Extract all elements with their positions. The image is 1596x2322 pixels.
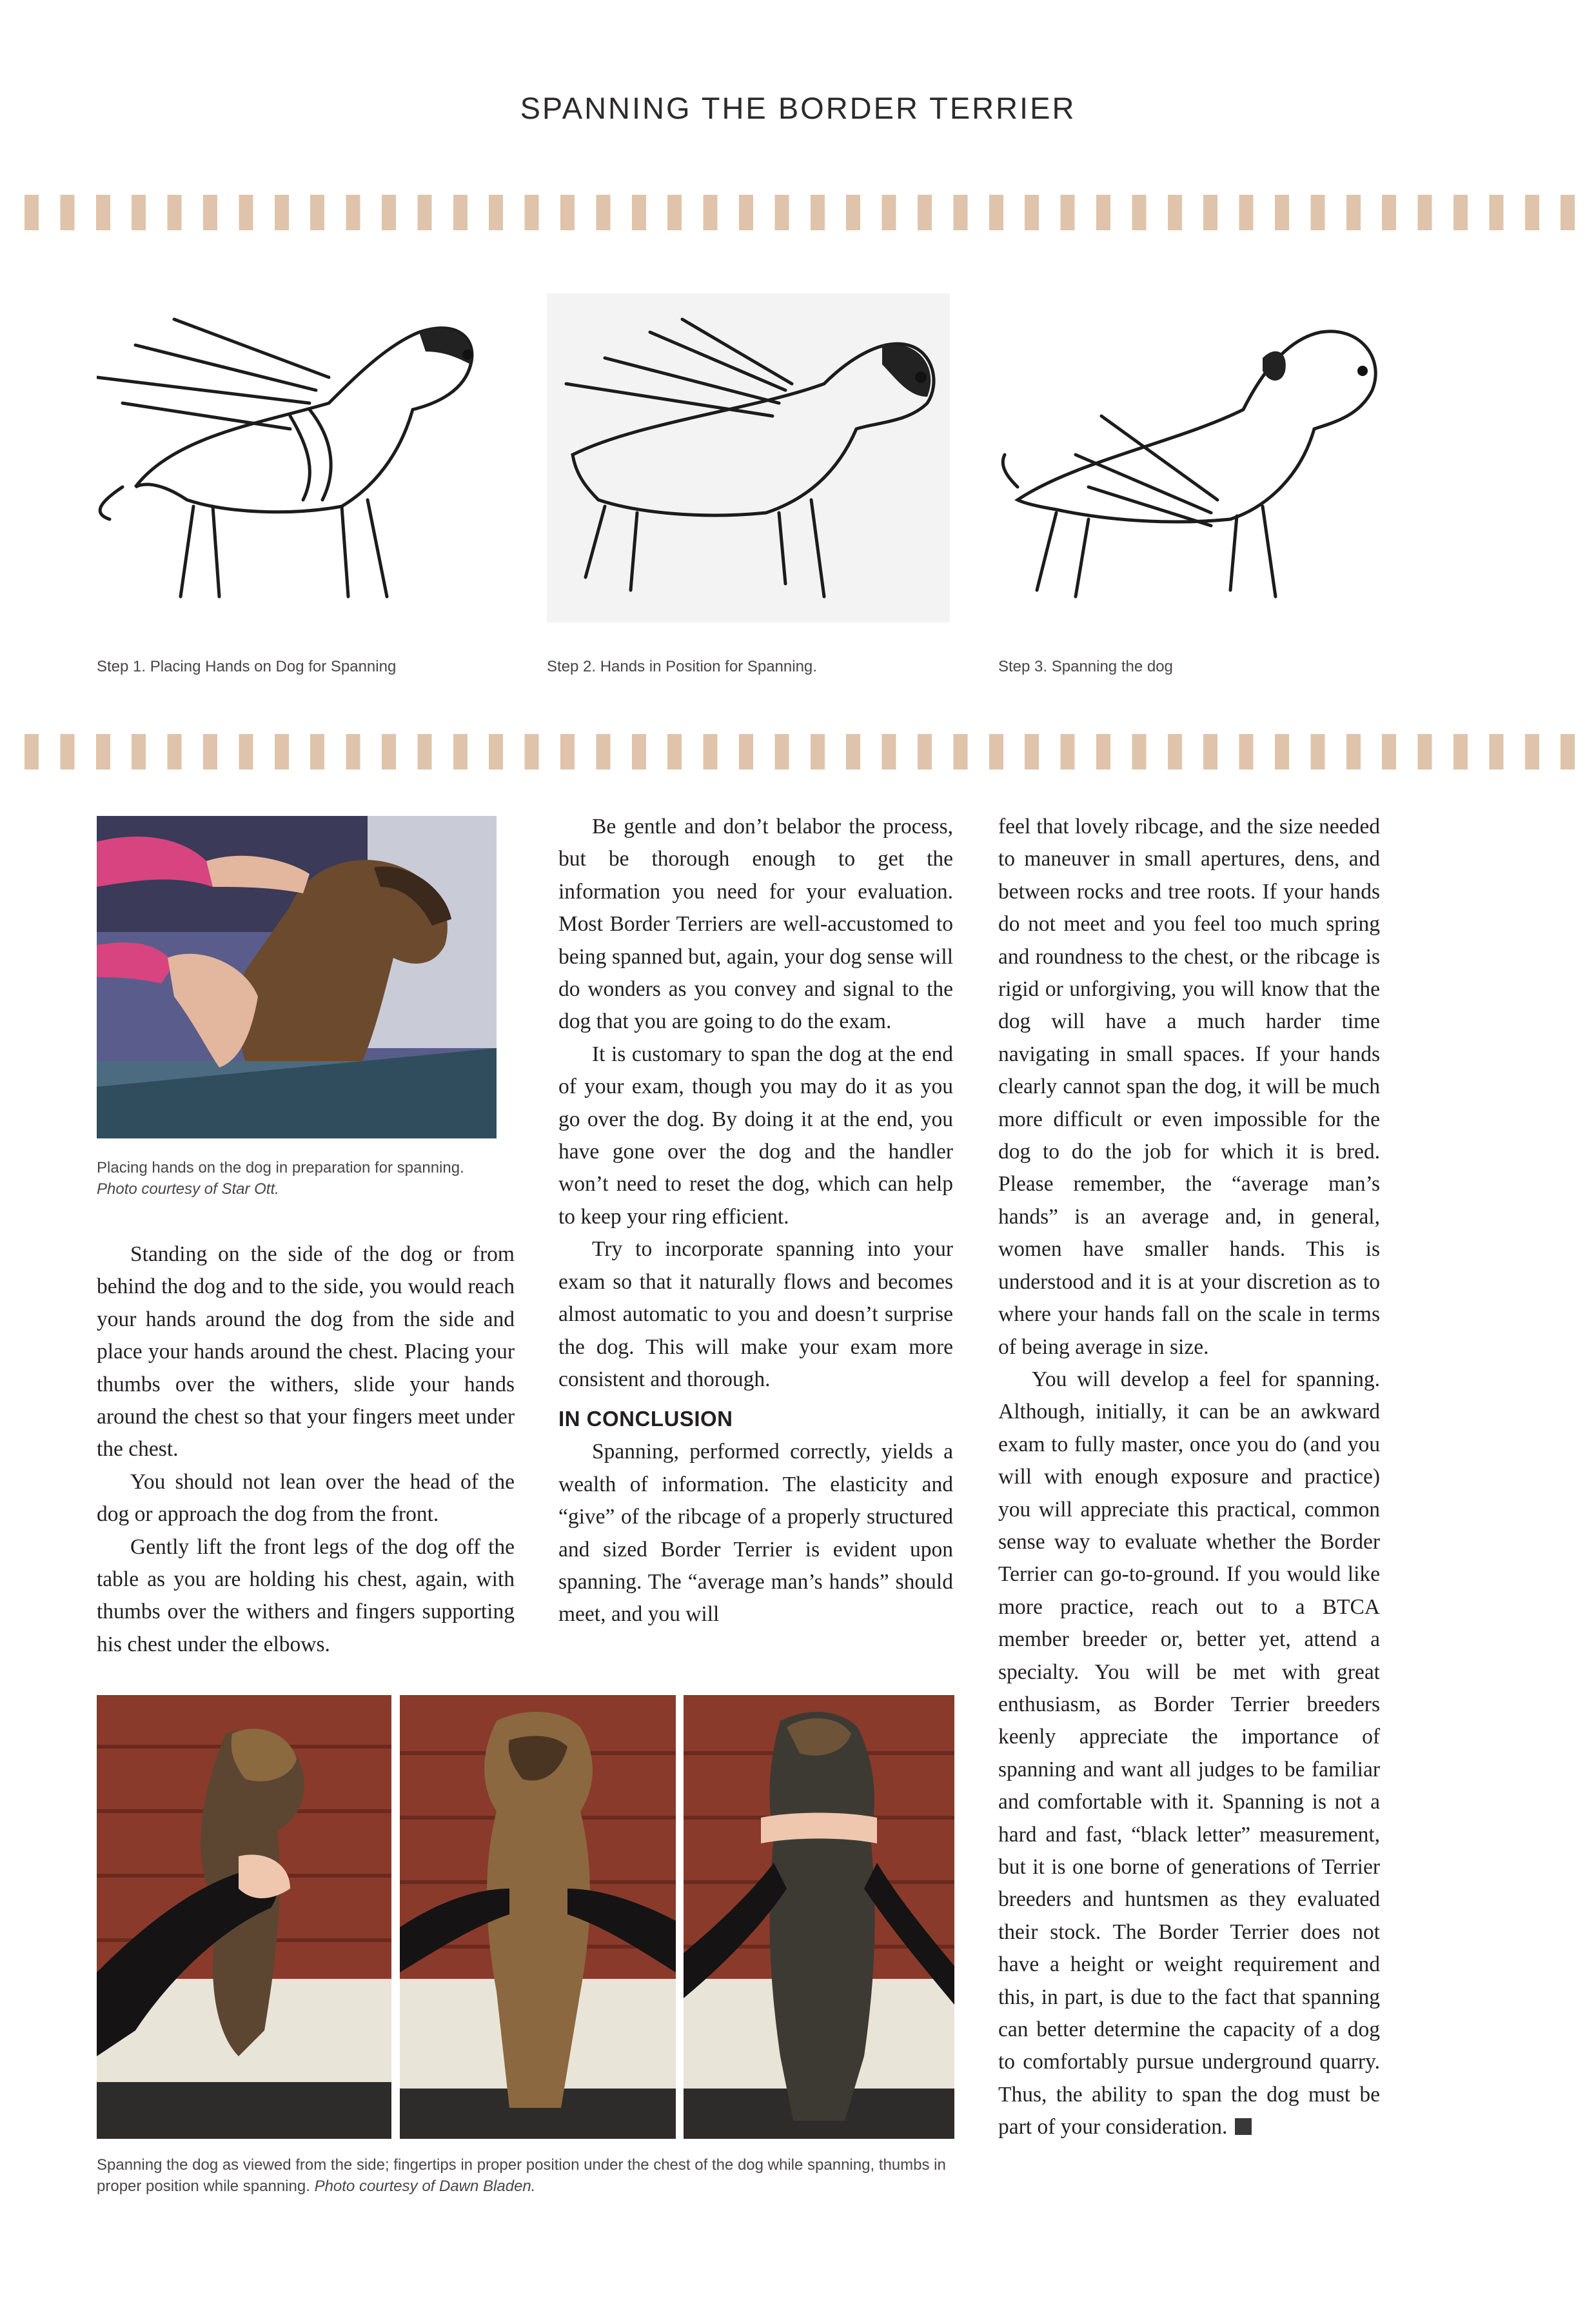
photo-top-caption bbox=[97, 1157, 484, 1200]
photo-hands-on-dog bbox=[97, 816, 497, 1138]
dog-sketch-illustration bbox=[97, 293, 497, 622]
article-column-3 bbox=[998, 811, 1380, 2144]
photo-spanning-side-1 bbox=[97, 1695, 391, 2139]
photos-bottom-credit: Photo courtesy of Dawn Bladen. bbox=[314, 2178, 536, 2195]
paragraph: feel that lovely ribcage, and the size needed to maneuver in small apertures, dens, and between rocks and tree roots. If your hands do not meet and you feel too much spring and roundness to the chest, or the ribcage is rigid or unforgiving, you will know that the dog will have a much harder time navigating in small spaces. If your hands clearly cannot span the dog, it will be much more difficult or even impossible for the dog to do the job for which it is bred. Please remember, the “average man’s hands” is an average and, in general, women have smaller hands. This is understood and it is at your discretion as to where your hands fall on the scale in terms of being average in size. bbox=[998, 815, 1380, 1359]
article-column-1 bbox=[97, 1238, 515, 1661]
sketch-1-caption: Step 1. Placing Hands on Dog for Spanning bbox=[97, 658, 397, 675]
page-title: SPANNING THE BORDER TERRIER bbox=[520, 91, 1076, 125]
sketch-step-2 bbox=[547, 293, 950, 622]
decorative-dash-divider-middle bbox=[25, 734, 1576, 769]
article-column-2 bbox=[558, 811, 953, 1631]
paragraph: You should not lean over the head of the dog or approach the dog from the front. bbox=[97, 1469, 515, 1527]
sketch-3-caption: Step 3. Spanning the dog bbox=[998, 658, 1173, 675]
sketch-2-caption: Step 2. Hands in Position for Spanning. bbox=[547, 658, 817, 675]
end-of-article-mark bbox=[1235, 2118, 1252, 2135]
paragraph: Try to incorporate spanning into your exam so that it naturally flows and becomes almost automatic to you and doesn’t surprise the dog. This will make your exam more consistent and thorough. bbox=[558, 1237, 953, 1391]
paragraph: Standing on the side of the dog or from behind the dog and to the side, you would reach your hands around the dog from the side and place your hands around the chest. Placing your thumbs over the withers, slide your hands around the chest so that your fingers meet under the chest. bbox=[97, 1242, 515, 1462]
dog-sketch-illustration bbox=[998, 293, 1385, 622]
sketch-step-1 bbox=[97, 293, 497, 622]
photo-spanning-back bbox=[684, 1695, 954, 2139]
photos-bottom-caption-text: Spanning the dog as viewed from the side; fingertips in proper position under the chest of the dog while spanning, thumbs in proper position while spanning. bbox=[97, 2156, 946, 2195]
photo-top-caption-text: Placing hands on the dog in preparation for spanning. bbox=[97, 1159, 464, 1176]
paragraph-text: You will develop a feel for spanning. Although, initially, it can be an awkward exam to fully master, once you do (and you will with enough exposure and practice) you will appreciate this practical, common sense way to evaluate whether the Border Terrier can go-to-ground. If you would like more practice, reach out to a BTCA member breeder or, better yet, attend a specialty. You will be met with great enthusiasm, as Border Terrier breeders keenly appreciate the importance of spanning and want all judges to be familiar and comfortable with it. Spanning is not a hard and fast, “black letter” measurement, but it is one borne of generations of Terrier breeders and huntsmen as they evaluated their stock. The Border Terrier does not have a height or weight requirement and this, in part, is due to the fact that spanning can better determine the capacity of a dog to comfortably pursue underground quarry. Thus, the ability to span the dog must be part of your consideration. bbox=[998, 1367, 1380, 2139]
photo-spanning-front bbox=[400, 1695, 676, 2139]
section-heading-conclusion: IN CONCLUSION bbox=[558, 1407, 733, 1431]
paragraph bbox=[998, 1364, 1380, 2144]
paragraph: Spanning, performed correctly, yields a wealth of information. The elasticity and “give” of the ribcage of a properly structured and sized Border Terrier is evident upon spanning. The “average man’s hands” should meet, and you will bbox=[558, 1440, 953, 1627]
paragraph: Be gentle and don’t belabor the process, but be thorough enough to get the information you need for your evaluation. Most Border Terriers are well-accustomed to being spanned but, again, your dog sense will do wonders as you convey and signal to the dog that you are going to do the exam. bbox=[558, 815, 953, 1034]
dog-sketch-illustration bbox=[547, 293, 950, 622]
decorative-dash-divider-top bbox=[25, 195, 1576, 230]
paragraph: Gently lift the front legs of the dog off the table as you are holding his chest, again, with thumbs over the withers and fingers supporting his chest under the elbows. bbox=[97, 1534, 515, 1656]
paragraph: It is customary to span the dog at the end of your exam, though you may do it as you go over the dog. By doing it at the end, you have gone over the dog and the handler won’t need to reset the dog, which can help to keep your ring efficient. bbox=[558, 1042, 953, 1229]
photos-bottom-caption bbox=[97, 2154, 961, 2197]
photo-top-credit: Photo courtesy of Star Ott. bbox=[97, 1180, 279, 1198]
sketch-step-3 bbox=[998, 293, 1385, 622]
